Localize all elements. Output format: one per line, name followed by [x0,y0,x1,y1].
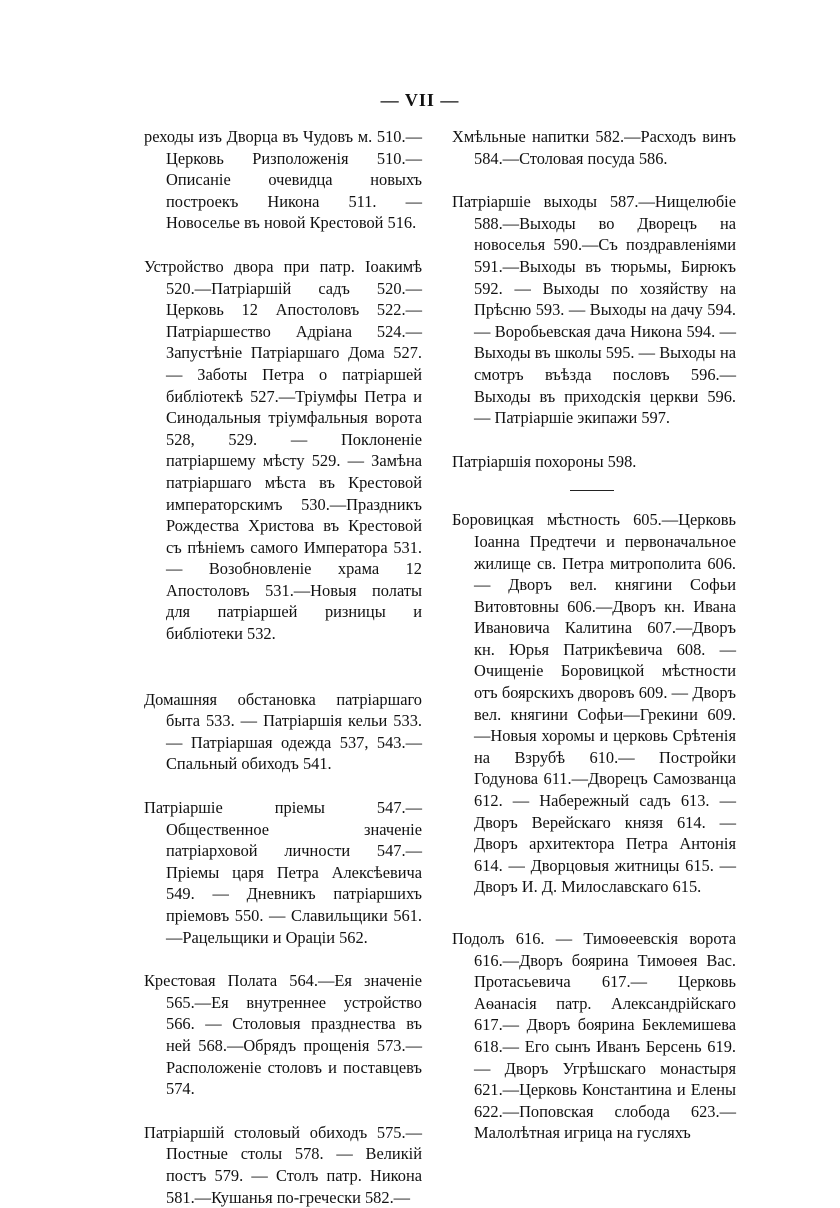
section-divider [570,490,614,491]
toc-entry: Подолъ 616. — Тимоѳеевскія ворота 616.—Дворъ боярина Тимоѳея Вас. Протасьевича 617.— Церковь Аѳанасія патр. Александрійскаго 617.— Дворъ боярина Беклемишева 618.— Его сынъ Иванъ Берсень 619.— Дворъ Угрѣшскаго монастыря 621.—Церковь Константина и Елены 622.—Поповская слобода 623.— Малолѣтная игрица на гусляхъ [452,929,736,1143]
toc-entry: Патріаршія похороны 598. [452,451,637,471]
left-column [144,126,422,1208]
toc-entry: Крестовая Полата 564.—Ея значеніе 565.—Ея внутреннее устройство 566. — Столовыя празднества въ ней 568.—Обрядъ прощенія 573.— Расположеніе столовъ и поставцевъ 574. [144,971,422,1099]
toc-entry: Устройство двора при патр. Іоакимѣ 520.—Патріаршій садъ 520.—Церковь 12 Апостоловъ 522.—Патріаршество Адріана 524.—Запустѣніе Патріаршаго Дома 527. — Заботы Петра о патріаршей библіотекѣ 527.—Тріумфы Петра и Синодальныя тріумфальныя ворота 528, 529. — Поклоненіе патріаршему мѣсту 529. — Замѣна патріаршаго мѣста въ Крестовой императорскимъ 530.—Праздникъ Рождества Христова въ Крестовой съ пѣніемъ самого Императора 531.— Возобновленіе храма 12 Апостоловъ 531.—Новыя полаты для патріаршей ризницы и библіотеки 532. [144,256,422,644]
toc-entry: Боровицкая мѣстность 605.—Церковь Іоанна Предтечи и первоначальное жилище св. Петра митрополита 606. — Дворъ вел. княгини Софьи Витовтовны 606.—Дворъ кн. Ивана Ивановича Калитина 607.—Дворъ кн. Юрья Патрикѣевича 608. — Очищеніе Боровицкой мѣстности отъ боярскихъ дворовъ 609. — Дворъ вел. княгини Софьи—Грекини 609.—Новыя хоромы и церковь Срѣтенія на Взрубѣ 610.— Постройки Годунова 611.—Дворецъ Самозванца 612. — Набережный садъ 613. — Дворъ Верейскаго князя 614. — Дворъ архитектора Петра Антонія 614. — Дворцовыя житницы 615. — Дворъ И. Д. Милославскаго 615. [452,510,736,897]
right-column [452,126,736,1144]
toc-entry: Домашняя обстановка патріаршаго быта 533. — Патріаршія кельи 533. — Патріаршая одежда 537, 543.—Спальный обиходъ 541. [144,689,422,774]
toc-entry: Патріаршій столовый обиходъ 575.— Постные столы 578. — Великій постъ 579. — Столъ патр. Никона 581.—Кушанья по-гречески 582.— [144,1122,422,1207]
toc-entry: Патріаршіе пріемы 547.—Общественное значеніе патріарховой личности 547.—Пріемы царя Петра Алексѣевича 549. — Дневникъ патріаршихъ пріемовъ 550. — Славильщики 561.—Рацельщики и Ораціи 562. [144,798,422,947]
toc-entry: реходы изъ Дворца въ Чудовъ м. 510.—Церковь Ризположенія 510.— Описаніе очевидца новыхъ построекъ Никона 511. — Новоселье въ новой Крестовой 516. [144,127,422,233]
toc-entry: Хмѣльные напитки 582.—Расходъ винъ 584.—Столовая посуда 586. [452,127,736,168]
page-number: — VII — [380,90,460,110]
toc-entry: Патріаршіе выходы 587.—Нищелюбіе 588.—Выходы во Дворецъ на новоселья 590.—Съ поздравленіями 591.—Выходы въ тюрьмы, Бирюкъ 592. — Выходы по хозяйству на Прѣсню 593. — Выходы на дачу 594. — Воробьевская дача Никона 594. — Выходы въ школы 595. — Выходы на смотръ въѣзда пословъ 596.—Выходы въ приходскія церкви 596. — Патріаршіе экипажи 597. [452,192,736,428]
